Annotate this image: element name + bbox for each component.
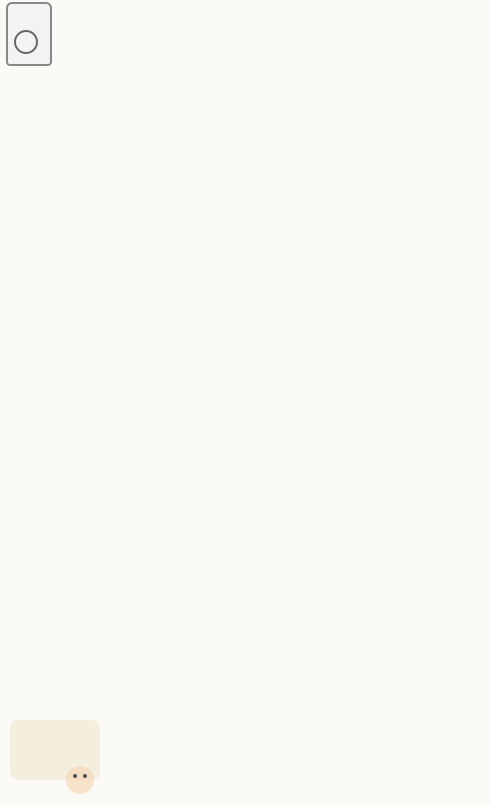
clock-icon <box>14 30 38 54</box>
publisher-logo <box>0 0 52 76</box>
decorative-illustration <box>0 700 130 800</box>
